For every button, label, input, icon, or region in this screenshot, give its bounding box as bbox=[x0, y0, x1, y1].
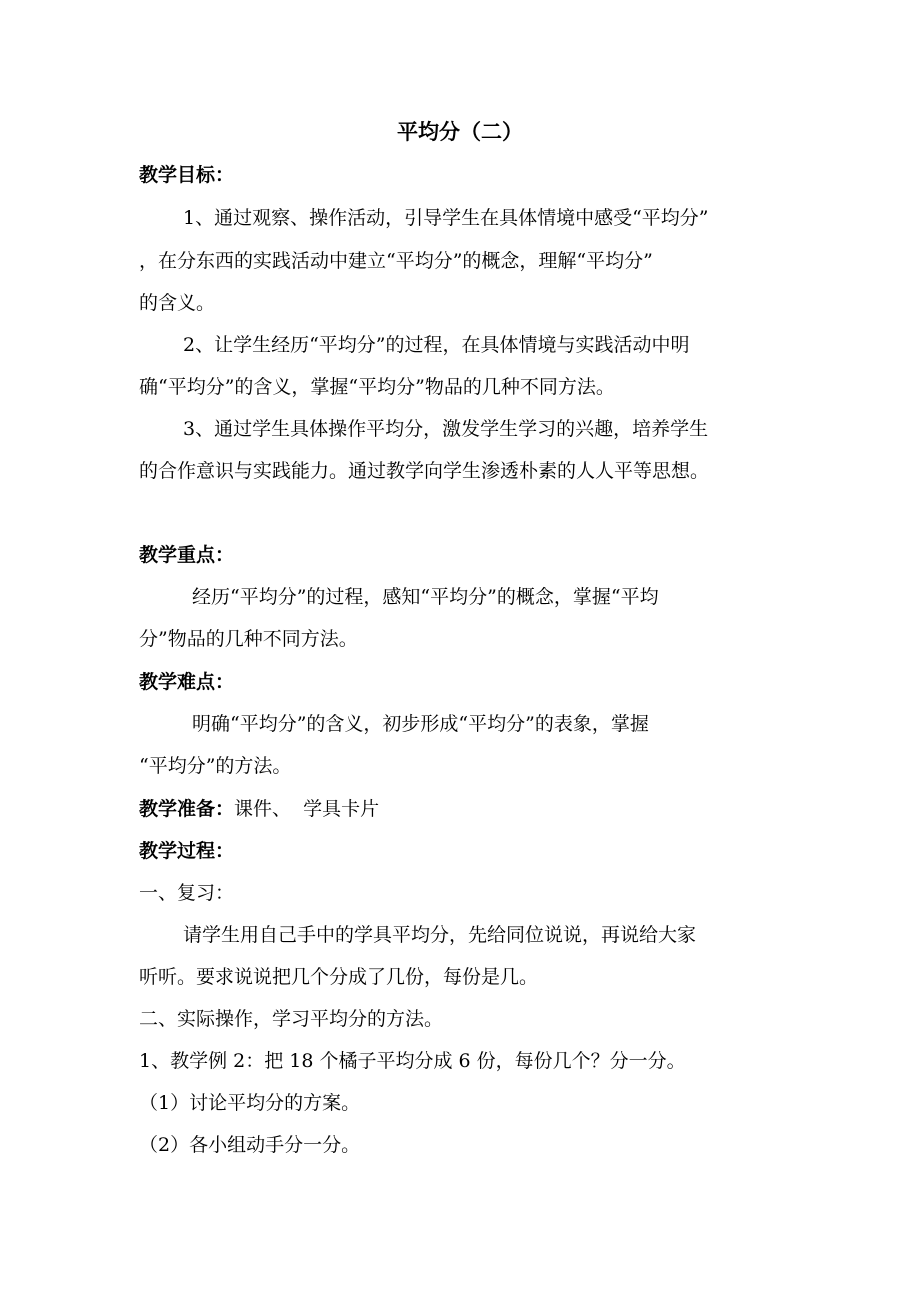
key-points-heading: 教学重点： bbox=[139, 544, 235, 566]
goals-heading: 教学目标： bbox=[139, 164, 235, 186]
process-heading: 教学过程： bbox=[139, 840, 235, 862]
key-points-line-2: 分”物品的几种不同方法。 bbox=[139, 628, 358, 650]
preparation-row bbox=[139, 796, 379, 822]
goal-2-line-1: 2、让学生经历“平均分”的过程，在具体情境与实践活动中明 bbox=[183, 334, 690, 356]
example-line: 1、教学例 2：把 18 个橘子平均分成 6 份，每份几个？分一分。 bbox=[139, 1050, 686, 1072]
difficulties-heading: 教学难点： bbox=[139, 671, 235, 693]
review-heading: 一、复习： bbox=[139, 882, 235, 904]
step-2-line: （2）各小组动手分一分。 bbox=[139, 1134, 361, 1156]
goal-2-line-2: 确“平均分”的含义，掌握“平均分”物品的几种不同方法。 bbox=[139, 376, 615, 398]
review-line-1: 请学生用自己手中的学具平均分，先给同位说说，再说给大家 bbox=[183, 924, 697, 946]
goal-1-line-1: 1、通过观察、操作活动，引导学生在具体情境中感受“平均分” bbox=[183, 207, 709, 229]
review-line-2: 听听。要求说说把几个分成了几份，每份是几。 bbox=[139, 966, 539, 988]
goal-3-line-2: 的合作意识与实践能力。通过教学向学生渗透朴素的人人平等思想。 bbox=[139, 460, 710, 482]
key-points-line-1: 经历“平均分”的过程，感知“平均分”的概念，掌握“平均 bbox=[192, 586, 659, 608]
practice-heading: 二、实际操作，学习平均分的方法。 bbox=[139, 1008, 444, 1030]
goal-1-line-2: ，在分东西的实践活动中建立“平均分”的概念，理解“平均分” bbox=[139, 250, 653, 272]
step-1-line: （1）讨论平均分的方案。 bbox=[139, 1092, 361, 1114]
difficulties-line-1: 明确“平均分”的含义，初步形成“平均分”的表象，掌握 bbox=[192, 713, 649, 735]
document-title: 平均分（二） bbox=[397, 119, 523, 144]
difficulties-line-2: “平均分”的方法。 bbox=[139, 755, 292, 777]
goal-3-line-1: 3、通过学生具体操作平均分，激发学生学习的兴趣，培养学生 bbox=[183, 418, 709, 440]
goal-1-line-3: 的含义。 bbox=[139, 292, 216, 314]
preparation-text: 课件、 学具卡片 bbox=[234, 798, 380, 820]
preparation-heading: 教学准备： bbox=[139, 798, 235, 820]
